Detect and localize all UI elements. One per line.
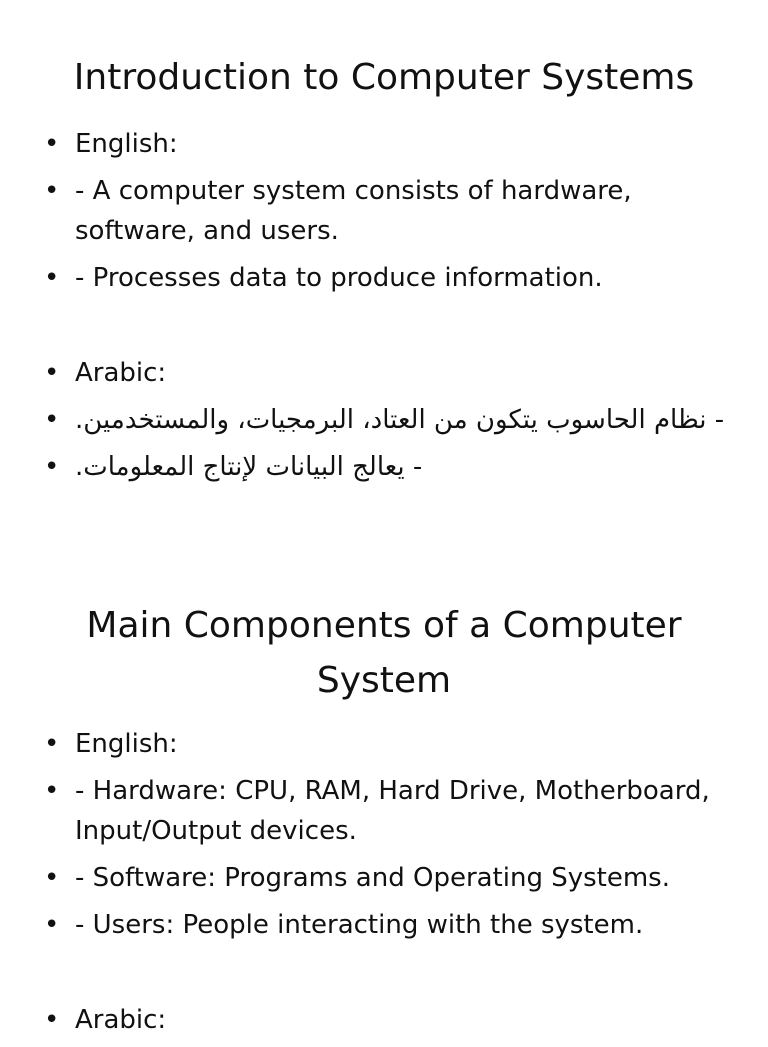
bullet-text: English:: [75, 129, 178, 159]
slide-title: Main Components of a Computer System: [86, 605, 682, 701]
bullet-dot-icon: •: [44, 263, 60, 293]
bullet-text: English:: [75, 729, 178, 759]
blank-line: [0, 305, 768, 353]
bullet-text: - Software: Programs and Operating Systems.: [75, 863, 670, 893]
bullet-dot-icon: •: [44, 910, 60, 940]
blank-line: [0, 952, 768, 1000]
bullet-text: - A computer system consists of hardware, software, and users.: [75, 176, 632, 246]
bullet-item: [0, 258, 768, 298]
bullet-item: [0, 124, 768, 164]
bullet-list: [0, 124, 768, 487]
bullet-dot-icon: •: [44, 452, 60, 482]
bullet-text: - نظام الحاسوب يتكون من العتاد، البرمجيات، والمستخدمين.: [75, 405, 725, 435]
bullet-item: [0, 353, 768, 393]
bullet-text: - يعالج البيانات لإنتاج المعلومات.: [75, 452, 423, 482]
bullet-dot-icon: •: [44, 1005, 60, 1035]
bullet-text: Arabic:: [75, 1005, 167, 1035]
bullet-item: [0, 171, 768, 251]
bullet-item: [0, 858, 768, 898]
bullet-dot-icon: •: [44, 405, 60, 435]
slide-introduction: [0, 50, 768, 494]
slide-title: Introduction to Computer Systems: [73, 57, 695, 98]
bullet-text: - Users: People interacting with the system.: [75, 910, 644, 940]
bullet-text: - Hardware: CPU, RAM, Hard Drive, Motherboard, Input/Output devices.: [75, 776, 710, 846]
bullet-dot-icon: •: [44, 863, 60, 893]
slide-main-components: [0, 598, 768, 1047]
bullet-text: Arabic:: [75, 358, 167, 388]
bullet-dot-icon: •: [44, 776, 60, 806]
bullet-item: [0, 771, 768, 851]
bullet-dot-icon: •: [44, 176, 60, 206]
bullet-dot-icon: •: [44, 729, 60, 759]
bullet-item: [0, 724, 768, 764]
bullet-text: - Processes data to produce information.: [75, 263, 603, 293]
bullet-item: [0, 905, 768, 945]
bullet-item: [0, 1000, 768, 1040]
bullet-item-arabic: [0, 447, 768, 487]
bullet-dot-icon: •: [44, 358, 60, 388]
bullet-item-arabic: [0, 400, 768, 440]
bullet-dot-icon: •: [44, 129, 60, 159]
bullet-list: [0, 724, 768, 1040]
